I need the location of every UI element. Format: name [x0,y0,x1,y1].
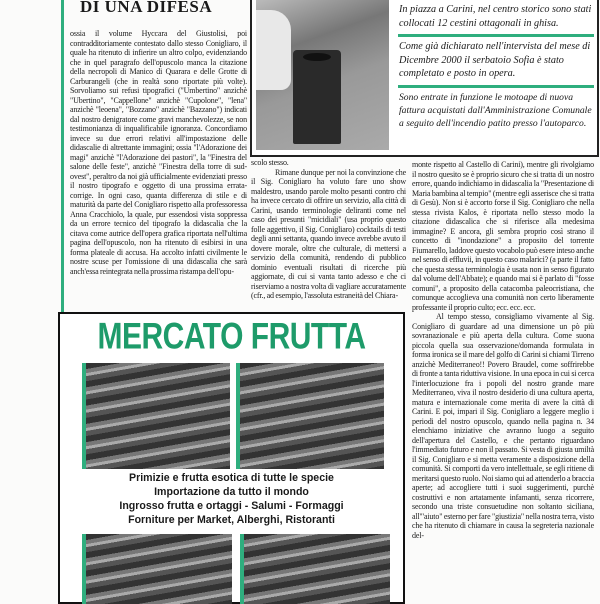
ad-line: Forniture per Market, Alberghi, Ristoranti [128,514,335,526]
article-column-1 [70,29,247,276]
news-box [250,0,599,157]
news-item: Come già dichiarato nell'intervista del mese di Dicembre 2000 il serbatoio Sofia è stato completato e posto in opera. [399,41,591,80]
article-column-3 [412,160,594,540]
ad-photo-deli-counter [240,534,390,604]
advertisement-mercato-frutta [58,312,405,604]
ad-line: Importazione da tutto il mondo [154,486,309,498]
news-item: In piazza a Carini, nel centro storico sono stati collocati 12 cestini ottagonali in ghisa. [399,4,592,29]
ad-title: MERCATO FRUTTA [97,315,366,357]
column-text: Al tempo stesso, consigliamo vivamente al Sig. Conigliaro di guardare ad una dimensione un pò più sovranazionale e più aperta della cultura. Come suona piccola quella sua osservazione/domanda formulata in forma ironica se il mare del golfo di Carini si chiami Tirreno anzichè Mediterraneo!! Povero Braudel, come soffrirebbe di fronte a tanta riduttiva visione. In una epoca in cui si cerca l'interlocuzione fra i popoli del nostro grande mare Mediterraneo, viva il nostro desiderio di una cultura aperta, matura e internazionale come merita di avere la città di Carini. E poi, impari il Sig. Conigliaro a leggere meglio i periodi del nostro opuscolo, quando nella pagina n. 34 elenchiamo iniziative che avranno luogo a seguito dell'apertura del Castello, e che pertanto riguardano l'immediato futuro e non il passato. Si vesta di giusta umiltà il Sig. Conigliaro e si metta veramente a disposizione della comunità. Si comporti da vero intellettuale, se egli ritiene di meritarsi questo ruolo. Noi siamo qui ad attenderlo a braccia aperte; ad accogliere tutti i suoi suggerimenti, purchè costruttivi e non artatamente infamanti, senza ricorrere, secondo una triste consuetudine non soltanto siciliana, all'"aiuto" esterno per fare "giustizia" nella nostra terra, visto che ha ritenuto di chiamare in causa la segreteria nazionale del- [412,312,594,540]
column-text: monte rispetto al Castello di Carini), mentre gli rivolgiamo il nostro quesito se è proprio sicuro che si tratta di un nostro errore, quando indichiamo in didascalia la "Presentazione di Maria bambina al tempio" (mentre egli asserisce che si tratta di Gesù). Non si è accorto forse il Sig. Conigliaro che nella stessa rivista Kalos, è riportata nello stesso modo la citazione didascalica che si riferisce alla medesima immagine? E ancora, gli sembra proprio così strano il concetto di "inondazione" a proposito del torrente Fiumarello, laddove questo vocabolo può esere inteso anche nel senso di effluvii, in questo caso malarici? (a parte il fatto che questa stessa terminologia è usata non in senso figurato dal volume dell'Abbate); e quando mai si è parlato di "fosse comuni", a proposito della catacomba paleocristiana, che comunque accoglieva una comunità non certo liberamente professante il proprio culto; ecc. ecc. ecc. [412,160,594,312]
column-text: Rimane dunque per noi la convinzione che il Sig. Conigliaro ha voluto fare uno show maldestro, usando parole molto pesanti contro chi ha invece cercato di offrire un servizio, alla città di Carini, usando terminologie deliranti come nel caso dei presunti "micidiali" (usa proprio questo folle aggettivo, il Sig. Conigliaro) cocktails di testi degli anni settanta, quando invece avrebbe avuto il dovere morale, oltre che culturale, di mettersi a servizio della comunità, rendendo di pubblico dominio eventuali risultati di ricerche più aggiornate, di cui si vanta tanto adesso e che ci riserviamo a nostra volta di vagliare accuratamente (cfr., ad esempio, l'assoluta estraneità del Chiara- [251,167,406,300]
news-briefs [396,0,596,134]
ad-line: Primizie e frutta esotica di tutte le specie [129,472,334,484]
column-text: ossia il volume Hyccara del Giustolisi, poi contradditoriamente contestato dallo stesso Conigliaro, il quale ha ritenuto di infierire un altro colpo, evidenziando che in quel paragrafo dell'opuscolo manca la citazione della necropoli di Manico di Quarara e delle Grotte di Carburangeli (che in realtà sono riportate più volte). Sorvoliamo sui refusi tipografici ("Umbertino" anzichè "Ubertino", "Cappellone" anzichè "Cupolone", "lena" anzichè "leoena", "Bozzano" anzichè "Bazzano") indicati dal nostro denigratore come gravi manchevolezze, se non testimonianza di inqualificabile ignoranza. Concordiamo invece su due errori relativi all'impostazione delle didascalie di altrettante immagini; ossia "l'Adorazione dei magi" anzichè "l'Adorazione dei pastori", la "Finestra del salone delle feste", anzichè "Finestra della torre di sud-ovest", peraltro da noi già ufficialmente evidenziati presso il nostro tipografo e oggetto di una prossima errata-corrige. In ogni caso, quanta differenza di stile e di maturità da parte del Conigliaro rispetto alla professoressa Anna Cracchiolo, la quale, pur essendosi vista soppressa da un errore tecnico del tipografo la didascalia che la citava come autrice dell'opera grafica riportata nell'ultima pagina dell'opuscolo, non ha ritenuto di esibirsi in una forma plateale di accusa. Ha accolto infatti civilmente le nostre scuse per l'omissione di una didascalia che sarà anch'essa reintegrata nella prossima ristampa dell'opu- [70,29,247,276]
article-column-2 [251,158,406,301]
photo-trash-bin [256,0,389,150]
news-item: Sono entrate in funzione le motoape di nuova fattura acquistati dall'Amministrazione Comunale a seguito dell'incendio patito presso l'autoparco. [399,91,592,129]
ad-photo-fruit-display [236,363,384,469]
article-title: DI UNA DIFESA [80,0,213,16]
column-text: scolo stesso. [251,158,289,167]
ad-photo-fruit-display [82,363,230,469]
ad-text [60,471,403,527]
ad-photo-cheese [82,534,232,604]
ad-line: Ingrosso frutta e ortaggi - Salumi - Formaggi [119,500,344,512]
